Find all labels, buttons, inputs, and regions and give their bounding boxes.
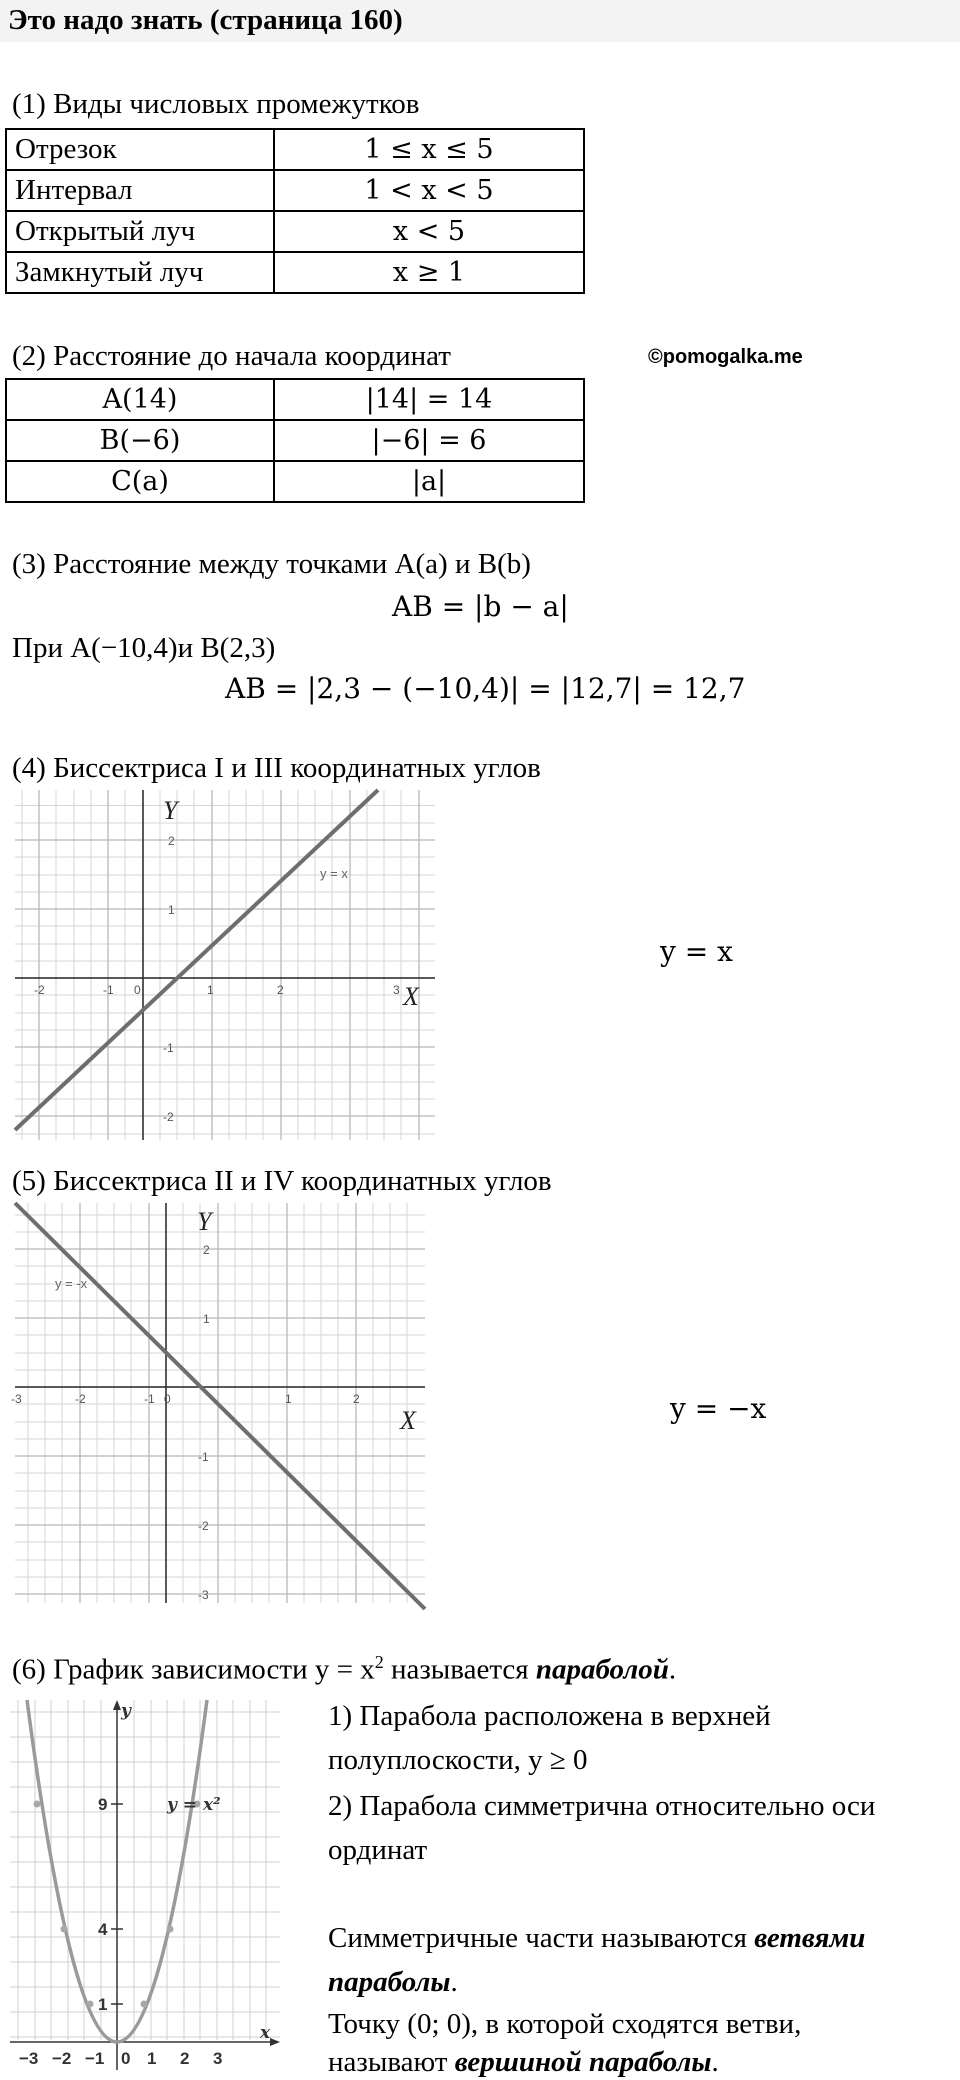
property-2-line-1: 2) Парабола симметрична относительно оси xyxy=(328,1790,876,1822)
graph-label: y = -x xyxy=(55,1276,88,1291)
page-title: Это надо знать (страница 160) xyxy=(8,4,403,36)
interval-name: Открытый луч xyxy=(6,211,274,252)
line-y-equals-minus-x xyxy=(15,1203,425,1609)
vertex-text: называют xyxy=(328,2046,455,2078)
x-tick-label: 3 xyxy=(393,983,400,997)
table-row xyxy=(6,379,584,420)
title-text: (6) График зависимости y = x xyxy=(12,1653,375,1686)
grid-major xyxy=(15,790,435,1140)
graph-parabola xyxy=(10,1700,280,2070)
y-tick-label: -2 xyxy=(163,1110,174,1124)
x-tick-label: 1 xyxy=(147,2049,157,2068)
y-axis-label: y xyxy=(121,1701,131,1721)
y-axis-arrow xyxy=(113,1700,121,1710)
distance-table xyxy=(5,378,585,503)
graph-label: y = x² xyxy=(167,1795,221,1815)
interval-name: Интервал xyxy=(6,170,274,211)
point-cell: B(−6) xyxy=(6,420,274,461)
intervals-table xyxy=(5,128,585,294)
grid xyxy=(10,1700,280,2040)
equation-y-minus-x: y = −x xyxy=(670,1392,767,1425)
title-exponent: 2 xyxy=(374,1652,384,1672)
curve-point xyxy=(87,2001,94,2008)
branches-line-2 xyxy=(328,1966,458,1999)
y-axis-label: Y xyxy=(163,796,178,825)
branches-term: параболы xyxy=(328,1966,451,1998)
title-text: . xyxy=(668,1653,677,1686)
x-tick-label: 3 xyxy=(213,2049,223,2068)
curve-point xyxy=(34,1801,41,1808)
x-tick-label: 1 xyxy=(285,1392,292,1406)
property-1-line-1: 1) Парабола расположена в верхней xyxy=(328,1700,771,1732)
page-header xyxy=(0,0,960,42)
vertex-line-1: Точку (0; 0), в которой сходятся ветви, xyxy=(328,2008,802,2040)
y-tick-label: -1 xyxy=(163,1041,174,1055)
section-2-title: (2) Расстояние до начала координат xyxy=(12,340,451,372)
grid xyxy=(15,790,435,1140)
x-tick-label: 0 xyxy=(134,983,141,997)
line-y-equals-x xyxy=(15,790,378,1130)
x-tick-label: −1 xyxy=(85,2049,105,2068)
graph-label: y = x xyxy=(320,866,348,881)
interval-name: Отрезок xyxy=(6,129,274,170)
distance-cell: |−6| = 6 xyxy=(274,420,584,461)
example-text: При A(−10,4)и B(2,3) xyxy=(12,632,276,664)
x-axis-label: X xyxy=(400,1406,416,1435)
x-tick-label: -2 xyxy=(75,1392,86,1406)
table-row xyxy=(6,461,584,502)
x-tick-label: -1 xyxy=(103,983,114,997)
point-cell: A(14) xyxy=(6,379,274,420)
distance-cell: |14| = 14 xyxy=(274,379,584,420)
y-tick-label: 2 xyxy=(203,1243,210,1257)
branches-text: . xyxy=(450,1966,458,1998)
point-cell: C(a) xyxy=(6,461,274,502)
interval-expr: 1 < x < 5 xyxy=(274,170,584,211)
equation-y-x: y = x xyxy=(660,935,733,968)
graph-y-equals-minus-x xyxy=(11,1203,425,1603)
x-tick-label: −2 xyxy=(52,2049,72,2068)
interval-expr: x < 5 xyxy=(274,211,584,252)
example-calc: AB = |2,3 − (−10,4)| = |12,7| = 12,7 xyxy=(225,672,746,705)
section-5-title: (5) Биссектриса II и IV координатных углов xyxy=(12,1165,552,1197)
distance-formula: AB = |b − a| xyxy=(392,590,569,623)
x-tick-label: 2 xyxy=(353,1392,360,1406)
x-tick-labels xyxy=(19,2049,222,2068)
section-1-title: (1) Виды числовых промежутков xyxy=(12,88,420,120)
vertex-line-2 xyxy=(328,2046,719,2079)
x-tick-label: 2 xyxy=(277,983,284,997)
y-tick-label: -3 xyxy=(198,1588,209,1602)
interval-name: Замкнутый луч xyxy=(6,252,274,293)
title-text: называется xyxy=(383,1653,536,1686)
x-axis-label: x xyxy=(260,2023,271,2043)
vertex-term: вершиной параболы xyxy=(454,2046,712,2078)
table-row xyxy=(6,420,584,461)
y-tick-label: 1 xyxy=(168,903,175,917)
y-tick-label: 9 xyxy=(98,1795,108,1814)
x-tick-label: 0 xyxy=(121,2049,131,2068)
title-emphasis: параболой xyxy=(535,1653,669,1686)
table-row xyxy=(6,211,584,252)
curve-point xyxy=(61,1926,68,1933)
x-tick-label: -2 xyxy=(34,983,45,997)
y-axis-label: Y xyxy=(197,1207,212,1236)
x-axis-label: X xyxy=(403,982,419,1011)
graph-y-equals-x xyxy=(15,790,435,1140)
curve-point xyxy=(141,2001,148,2008)
x-tick-label: 0 xyxy=(164,1392,171,1406)
table-row xyxy=(6,170,584,211)
y-tick-labels xyxy=(163,834,175,1124)
x-tick-label: -3 xyxy=(11,1392,22,1406)
interval-expr: x ≥ 1 xyxy=(274,252,584,293)
y-tick-label: 1 xyxy=(203,1312,210,1326)
y-tick-labels xyxy=(98,1795,108,2014)
branches-text: Симметричные части называются xyxy=(328,1922,755,1954)
watermark: ©pomogalka.me xyxy=(648,346,803,368)
distance-cell: |a| xyxy=(274,461,584,502)
table-row xyxy=(6,129,584,170)
y-tick-label: 4 xyxy=(98,1920,108,1939)
x-axis-arrow xyxy=(270,2038,280,2046)
y-tick-label: -2 xyxy=(198,1519,209,1533)
branches-term: ветвями xyxy=(754,1922,866,1954)
property-2-line-2: ординат xyxy=(328,1834,428,1866)
section-4-title: (4) Биссектриса I и III координатных углов xyxy=(12,752,541,784)
interval-expr: 1 ≤ x ≤ 5 xyxy=(274,129,584,170)
vertex-text: . xyxy=(711,2046,719,2078)
y-tick-label: -1 xyxy=(198,1450,209,1464)
x-tick-label: −3 xyxy=(19,2049,39,2068)
section-3-title: (3) Расстояние между точками A(a) и B(b) xyxy=(12,548,531,580)
branches-line-1 xyxy=(328,1922,865,1955)
y-tick-label: 2 xyxy=(168,834,175,848)
y-tick-label: 1 xyxy=(98,1995,108,2014)
x-tick-label: 2 xyxy=(180,2049,190,2068)
x-tick-label: 1 xyxy=(207,983,214,997)
section-6-title xyxy=(12,1652,676,1687)
property-1-line-2: полуплоскости, y ≥ 0 xyxy=(328,1744,588,1776)
table-row xyxy=(6,252,584,293)
x-tick-label: -1 xyxy=(144,1392,155,1406)
curve-point xyxy=(167,1926,174,1933)
